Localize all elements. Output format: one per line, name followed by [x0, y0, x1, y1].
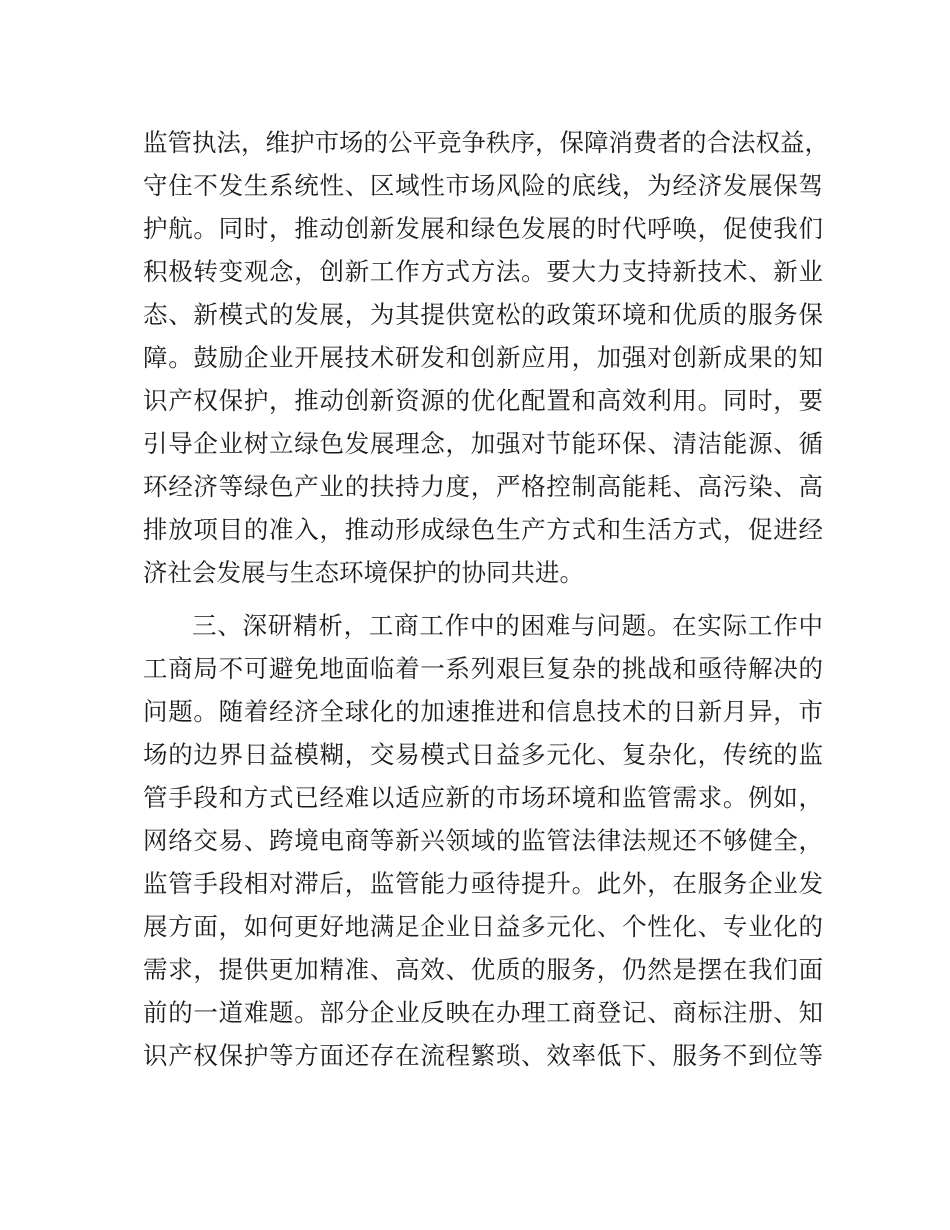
paragraph-2-line-4: 场的边界日益模糊，交易模式日益多元化、复杂化，传统的监	[143, 740, 823, 769]
paragraph-1-line-7: 识产权保护，推动创新资源的优化配置和高效利用。同时，要	[143, 386, 823, 415]
paragraph-1-line-3: 护航。同时，推动创新发展和绿色发展的时代呼唤，促使我们	[143, 214, 823, 243]
paragraph-1-line-11: 济社会发展与生态环境保护的协同共进。	[143, 558, 584, 587]
paragraph-2-line-10: 前的一道难题。部分企业反映在办理工商登记、商标注册、知	[143, 998, 823, 1027]
paragraph-1-line-10: 排放项目的准入，推动形成绿色生产方式和生活方式，促进经	[143, 515, 823, 544]
paragraph-1-line-1: 监管执法，维护市场的公平竞争秩序，保障消费者的合法权益，	[143, 128, 829, 157]
paragraph-2-line-3: 问题。随着经济全球化的加速推进和信息技术的日新月异，市	[143, 697, 823, 726]
paragraph-1-line-5: 态、新模式的发展，为其提供宽松的政策环境和优质的服务保	[143, 300, 823, 329]
paragraph-2-line-6: 网络交易、跨境电商等新兴领域的监管法律法规还不够健全，	[143, 826, 823, 855]
paragraph-2-line-11: 识产权保护等方面还存在流程繁琐、效率低下、服务不到位等	[143, 1041, 823, 1070]
paragraph-1-line-4: 积极转变观念，创新工作方式方法。要大力支持新技术、新业	[143, 257, 823, 286]
paragraph-2-line-2: 工商局不可避免地面临着一系列艰巨复杂的挑战和亟待解决的	[143, 654, 823, 683]
paragraph-1-line-8: 引导企业树立绿色发展理念，加强对节能环保、清洁能源、循	[143, 429, 823, 458]
paragraph-2-line-5: 管手段和方式已经难以适应新的市场环境和监管需求。例如，	[143, 783, 823, 812]
paragraph-1-line-9: 环经济等绿色产业的扶持力度，严格控制高能耗、高污染、高	[143, 472, 823, 501]
paragraph-2-line-1: 三、深研精析，工商工作中的困难与问题。在实际工作中	[192, 611, 823, 640]
paragraph-2-line-7: 监管手段相对滞后，监管能力亟待提升。此外，在服务企业发	[143, 869, 823, 898]
paragraph-1-line-6: 障。鼓励企业开展技术研发和创新应用，加强对创新成果的知	[143, 343, 823, 372]
paragraph-1-line-2: 守住不发生系统性、区域性市场风险的底线，为经济发展保驾	[143, 171, 823, 200]
paragraph-2-line-9: 需求，提供更加精准、高效、优质的服务，仍然是摆在我们面	[143, 955, 823, 984]
paragraph-2-line-8: 展方面，如何更好地满足企业日益多元化、个性化、专业化的	[143, 912, 823, 941]
